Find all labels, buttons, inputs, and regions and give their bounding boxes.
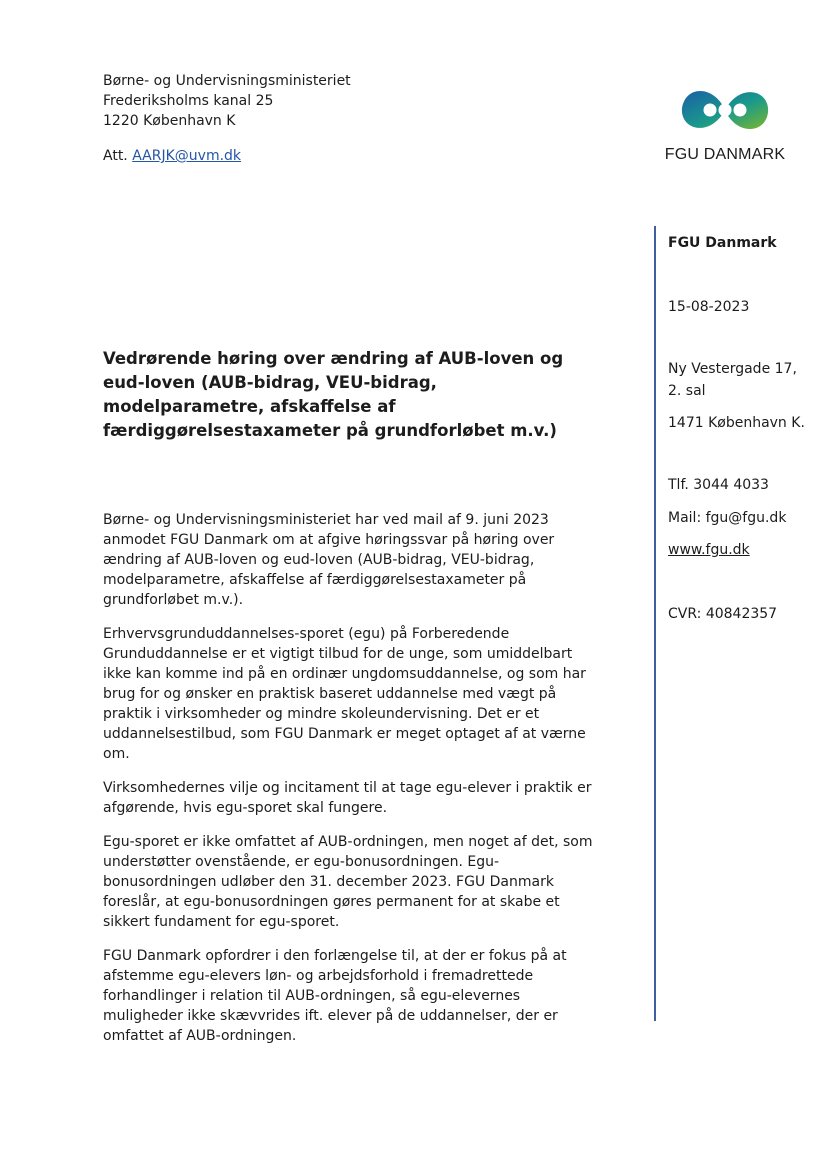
sender-org: FGU Danmark [668,235,777,251]
body-paragraph: Børne- og Undervisningsministeriet har ved mail af 9. juni 2023 anmodet FGU Danmark om at afgive høringssvar på høring over ændring af AUB-loven og eud-loven (AUB-bidrag, VEU-bidrag, modelparametre, afskaffelse af færdiggørelsestaxameter på grundforløbet m.v.). [103,512,555,608]
body-paragraph: Egu-sporet er ikke omfattet af AUB-ordningen, men noget af det, som understøtter ovenstående, er egu-bonusordningen. Egu-bonusordningen udløber den 31. december 2023. FGU Danmark foreslår, at egu-bonusordningen gøres permanent for at skabe et sikkert fundament for egu-sporet. [103,834,593,930]
sender-address-line2: 2. sal [668,383,706,399]
letter-body [103,510,593,1060]
subject-heading: Vedrørende høring over ændring af AUB-loven og eud-loven (AUB-bidrag, VEU-bidrag, modelparametre, afskaffelse af færdiggørelsestaxameter på grundforløbet m.v.) [103,349,564,440]
att-email-link[interactable]: AARJK@uvm.dk [132,148,242,164]
logo-wordmark: FGU DANMARK [664,146,786,163]
att-label: Att. [103,148,128,164]
sender-mail: Mail: fgu@fgu.dk [668,510,787,526]
body-paragraph: Virksomhedernes vilje og incitament til at tage egu-elever i praktik er afgørende, hvis egu-sporet skal fungere. [103,780,592,816]
sender-postal: 1471 København K. [668,415,805,431]
fgu-logo-icon [678,80,772,140]
sender-phone: Tlf. 3044 4033 [668,477,769,493]
sender-address-line1: Ny Vestergade 17, [668,361,797,377]
recipient-line: 1220 København K [103,113,236,129]
sender-cvr: CVR: 40842357 [668,606,778,622]
recipient-line: Børne- og Undervisningsministeriet [103,73,351,89]
body-paragraph: FGU Danmark opfordrer i den forlængelse til, at der er fokus på at afstemme egu-elevers løn- og arbejdsforhold i fremadrettede forhandlinger i relation til AUB-ordningen, så egu-elevernes muligheder ikke skævvrides ift. elever på de uddannelser, der er omfattet af AUB-ordningen. [103,948,567,1044]
sender-web [668,540,750,560]
recipient-address [103,71,351,131]
body-paragraph: Erhvervsgrunduddannelses-sporet (egu) på Forberedende Grunduddannelse er et vigtigt tilbud for de unge, som umiddelbart ikke kan komme ind på en ordinær ungdomsuddannelse, og som har brug for og ønsker en praktisk baseret uddannelse med vægt på praktik i virksomheder og mindre skoleundervisning. Det er et uddannelsestilbud, som FGU Danmark er meget optaget af at værne om. [103,626,586,762]
web-link[interactable]: www.fgu.dk [668,542,750,558]
letter-date: 15-08-2023 [668,299,750,315]
sidebar-divider [654,226,656,1021]
recipient-line: Frederiksholms kanal 25 [103,93,274,109]
attention-line [103,148,241,164]
